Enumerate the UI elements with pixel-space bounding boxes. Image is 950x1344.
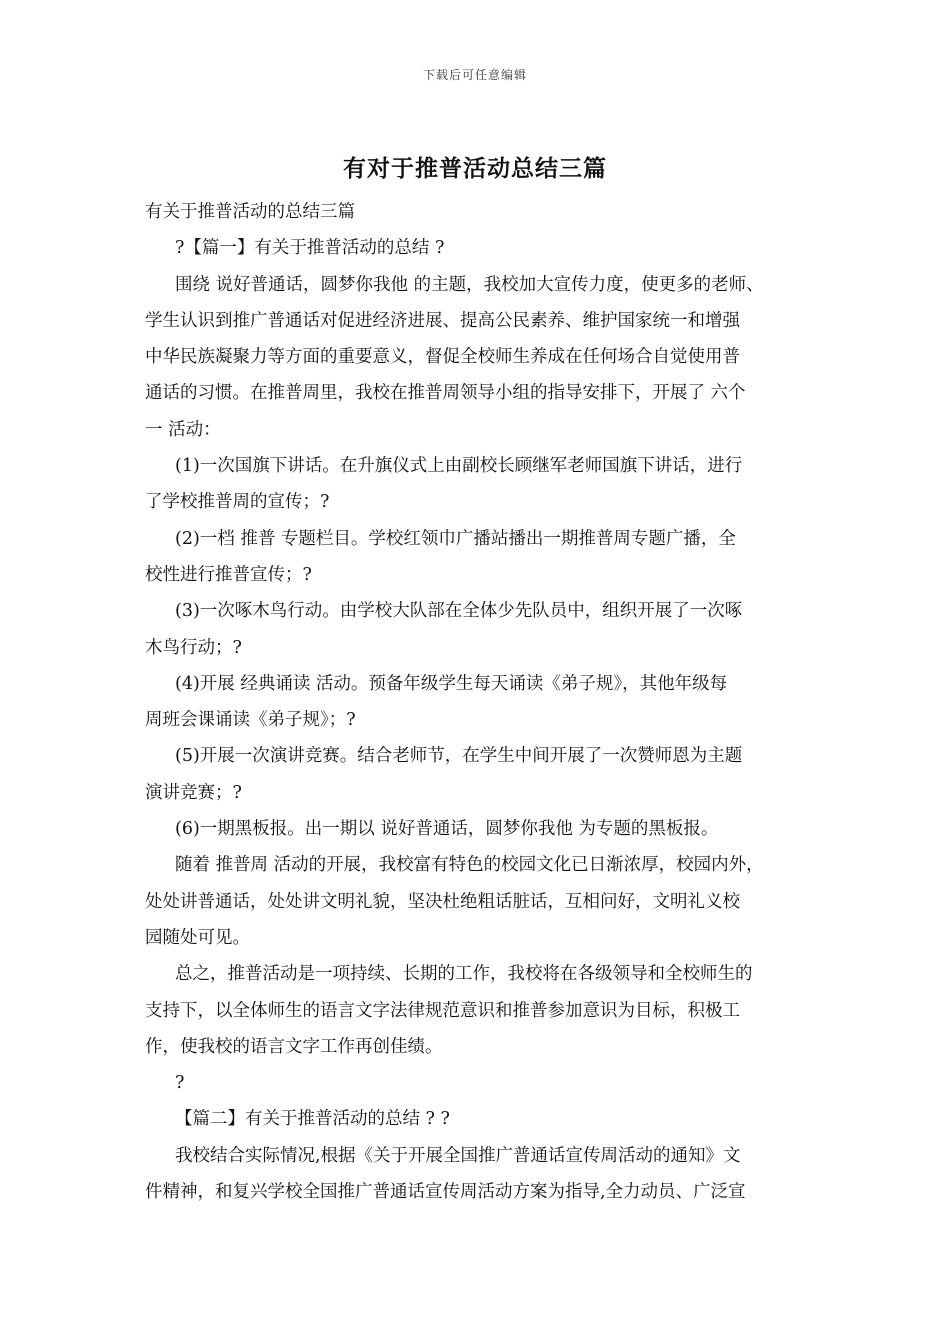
- text-line: 学生认识到推广普通话对促进经济进展、提高公民素养、维护国家统一和增强: [145, 310, 740, 331]
- text-line: ?: [175, 1073, 185, 1094]
- text-line: 木鸟行动；?: [145, 637, 242, 658]
- header-note: 下载后可任意编辑: [422, 68, 527, 82]
- text-line: 了学校推普周的宣传；?: [145, 492, 330, 513]
- document-title: 有对于推普活动总结三篇: [343, 155, 607, 182]
- text-line: 【篇二】有关于推普活动的总结 ? ?: [175, 1109, 450, 1130]
- document-body: [145, 194, 809, 1210]
- text-line: 作，使我校的语言文字工作再创佳绩。: [145, 1036, 443, 1057]
- text-line: 园随处可见。: [145, 927, 250, 948]
- text-line: 件精神，和复兴学校全国推广普通话宣传周活动方案为指导,全力动员、广泛宣: [145, 1182, 746, 1203]
- text-line: 中华民族凝聚力等方面的重要意义，督促全校师生养成在任何场合自觉使用普: [145, 347, 740, 368]
- text-line: 我校结合实际情况,根据《关于开展全国推广普通话宣传周活动的通知》文: [175, 1145, 741, 1166]
- text-line: (1)一次国旗下讲话。在升旗仪式上由副校长顾继军老师国旗下讲话，进行: [175, 456, 743, 477]
- text-line: 处处讲普通话，处处讲文明礼貌，坚决杜绝粗话脏话，互相问好，文明礼义校: [145, 891, 740, 912]
- text-line: 总之，推普活动是一项持续、长期的工作，我校将在各级领导和全校师生的: [175, 964, 753, 985]
- text-line: 一 活动：: [145, 419, 221, 440]
- text-line: (2)一档 推普 专题栏目。学校红领巾广播站播出一期推普周专题广播，全: [175, 528, 736, 549]
- text-line: 校性进行推普宣传；?: [145, 564, 312, 585]
- text-line: (3)一次啄木鸟行动。由学校大队部在全体少先队员中，组织开展了一次啄: [175, 601, 743, 622]
- text-line: 有关于推普活动的总结三篇: [145, 202, 355, 222]
- text-line: 围绕 说好普通话，圆梦你我他 的主题，我校加大宣传力度，使更多的老师、: [175, 274, 764, 295]
- text-line: 通话的习惯。在推普周里，我校在推普周领导小组的指导安排下，开展了 六个: [145, 383, 746, 404]
- text-line: 演讲竞赛；?: [145, 782, 242, 803]
- text-line: 支持下，以全体师生的语言文字法律规范意识和推普参加意识为目标，积极工: [145, 1000, 740, 1021]
- text-line: (5)开展一次演讲竞赛。结合老师节，在学生中间开展了一次赞师恩为主题: [175, 746, 743, 767]
- text-line: 随着 推普周 活动的开展，我校富有特色的校园文化已日渐浓厚，校园内外，: [175, 855, 764, 876]
- text-line: 周班会课诵读《弟子规》；?: [145, 710, 356, 731]
- text-line: (6)一期黑板报。出一期以 说好普通话，圆梦你我他 为专题的黑板报。: [175, 819, 719, 840]
- text-line: ?【篇一】有关于推普活动的总结 ?: [175, 238, 445, 259]
- text-line: (4)开展 经典诵读 活动。预备年级学生每天诵读《弟子规》，其他年级每: [175, 673, 728, 694]
